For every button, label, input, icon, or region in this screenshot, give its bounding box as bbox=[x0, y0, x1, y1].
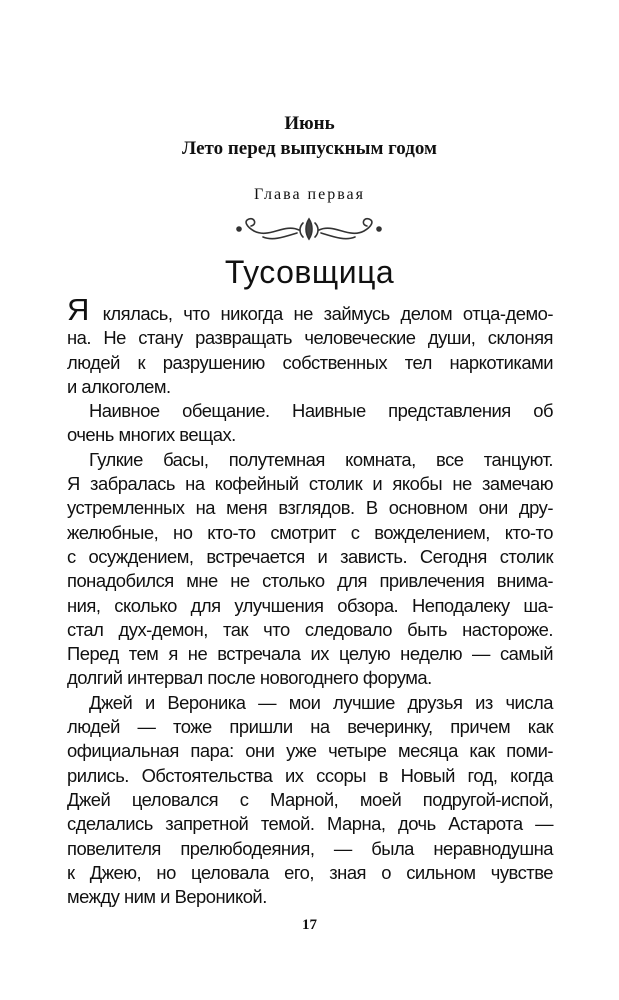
text-line: людей — тоже пришли на вечеринку, причем как bbox=[67, 716, 553, 738]
text-line: к Джею, но целовала его, зная о сильном чувстве bbox=[67, 861, 553, 883]
drop-cap: Я bbox=[67, 292, 89, 327]
paragraph-3 bbox=[67, 448, 553, 691]
text-line: Джей и Вероника — мои лучшие друзья из числа bbox=[89, 691, 553, 713]
body-text bbox=[67, 292, 553, 909]
text-line: устремленных на меня взглядов. В основном они дру- bbox=[67, 497, 553, 519]
text-line: очень многих вещах. bbox=[67, 424, 236, 446]
text-line: повелителя прелюбодеяния, — была неравнодушна bbox=[67, 837, 553, 859]
page-number: 17 bbox=[302, 917, 317, 933]
chapter-label: Глава первая bbox=[253, 186, 366, 203]
text-line bbox=[67, 292, 553, 327]
text-line: сделались запретной темой. Марна, дочь Астарота — bbox=[67, 813, 553, 835]
paragraph-2 bbox=[67, 399, 553, 448]
decorative-flourish-icon bbox=[229, 213, 389, 245]
text-line: стал дух-демон, так что следовало быть настороже. bbox=[67, 618, 553, 640]
month-heading: Июнь bbox=[284, 113, 335, 134]
text-line: на. Не стану развращать человеческие души, склоняя bbox=[67, 327, 553, 349]
text-line: Перед тем я не встречала их целую неделю — самый bbox=[67, 643, 553, 665]
text-line: людей к разрушению собственных тел наркотиками bbox=[67, 351, 553, 373]
text-line: ния, сколько для улучшения обзора. Неподалеку ша- bbox=[67, 594, 553, 616]
line-text: клялась, что никогда не займусь делом отца-демо- bbox=[91, 303, 553, 324]
text-line: и алкоголем. bbox=[67, 375, 171, 397]
section-subtitle: Лето перед выпускным годом bbox=[182, 138, 437, 159]
paragraph-1 bbox=[67, 292, 553, 399]
text-line: понадобился мне не столько для привлечения внима- bbox=[67, 570, 553, 592]
text-line: между ним и Вероникой. bbox=[67, 886, 267, 908]
text-line: Джей целовался с Марной, моей подругой-испой, bbox=[67, 788, 553, 810]
chapter-title: Тусовщица bbox=[224, 254, 395, 290]
text-line: рились. Обстоятельства их ссоры в Новый год, когда bbox=[67, 764, 553, 786]
text-line: с осуждением, встречается и зависть. Сегодня столик bbox=[67, 545, 553, 567]
text-line: Гулкие басы, полутемная комната, все танцуют. bbox=[89, 448, 553, 470]
paragraph-4 bbox=[67, 691, 553, 910]
text-line: желюбные, но кто-то смотрит с вожделением, кто-то bbox=[67, 521, 553, 543]
text-line: Наивное обещание. Наивные представления об bbox=[89, 400, 553, 422]
text-line: Я забралась на кофейный столик и якобы не замечаю bbox=[67, 473, 553, 495]
text-line: официальная пара: они уже четыре месяца как поми- bbox=[67, 740, 553, 762]
text-line: долгий интервал после новогоднего форума. bbox=[67, 667, 432, 689]
